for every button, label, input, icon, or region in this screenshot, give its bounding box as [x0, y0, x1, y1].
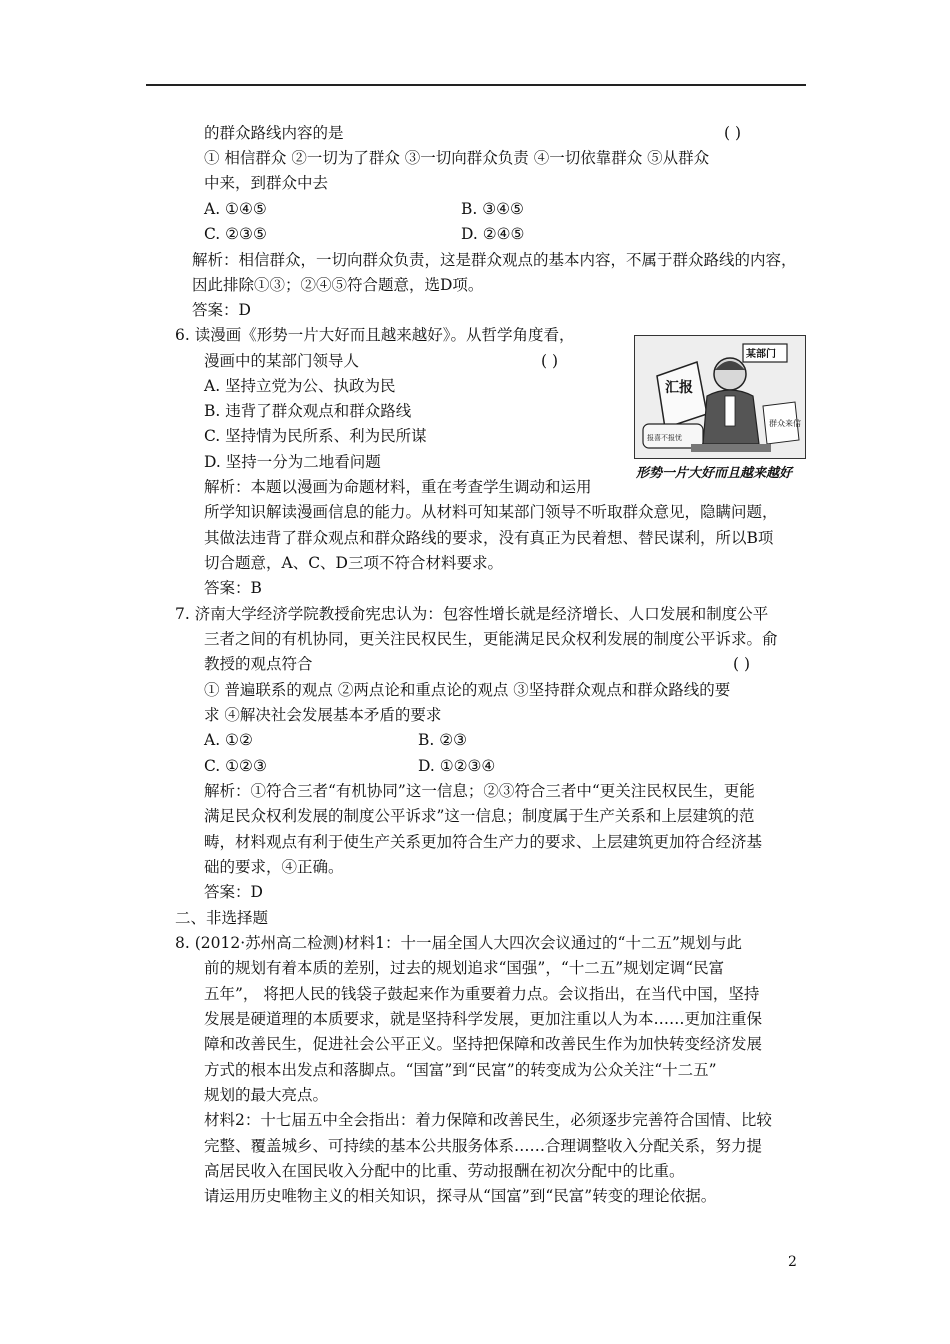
q5-items-line1: ① 相信群众 ②一切为了群众 ③一切向群众负责 ④一切依靠群众 ⑤从群众: [204, 149, 710, 167]
q8-question: 请运用历史唯物主义的相关知识，探寻从“国富”到“民富”转变的理论依据。: [204, 1187, 717, 1205]
q8-line2: 前的规划有着本质的差别，过去的规划追求“国强”，“十二五”规划定调“民富: [204, 959, 725, 977]
cartoon-dept-label: 某部门: [746, 349, 776, 360]
q6-explanation-line4: 切合题意，A、C、D三项不符合材料要求。: [204, 554, 503, 572]
q8-line6: 方式的根本出发点和落脚点。“国富”到“民富”的转变成为公众关注“十二五”: [204, 1061, 717, 1079]
q5-explanation-line1: 解析：相信群众，一切向群众负责，这是群众观点的基本内容，不属于群众路线的内容，: [192, 251, 797, 269]
q6-explanation-line1: 解析：本题以漫画为命题材料，重在考查学生调动和运用: [204, 478, 592, 496]
cartoon-drawing: [635, 336, 805, 458]
q6-explanation-line2: 所学知识解读漫画信息的能力。从材料可知某部门领导不听取群众意见，隐瞒问题，: [204, 503, 778, 521]
page-number: 2: [788, 1254, 797, 1270]
q7-explanation-line3: 畴，材料观点有利于使生产关系更加符合生产力的要求、上层建筑更加符合经济基: [204, 833, 763, 851]
q7-option-b: B. ②③: [418, 731, 468, 749]
q6-option-a: A. 坚持立党为公、执政为民: [204, 377, 396, 395]
q7-explanation-line4: 础的要求，④正确。: [204, 858, 344, 876]
q5-answer: 答案：D: [192, 301, 251, 319]
q5-option-d: D. ②④⑤: [461, 225, 525, 243]
q5-option-b: B. ③④⑤: [461, 200, 524, 218]
q8-line5: 障和改善民生，促进社会公平正义。坚持把保障和改善民生作为加快转变经济发展: [204, 1035, 763, 1053]
q7-option-d: D. ①②③④: [418, 757, 496, 775]
q7-option-a: A. ①②: [204, 731, 253, 749]
q6-stem-line1: 6. 读漫画《形势一片大好而且越来越好》。从哲学角度看，: [175, 326, 575, 344]
q7-items-line1: ① 普遍联系的观点 ②两点论和重点论的观点 ③坚持群众观点和群众路线的要: [204, 681, 731, 699]
q7-answer-bracket: ( ): [733, 655, 751, 673]
q7-stem-line3: 教授的观点符合: [204, 655, 313, 673]
q5-explanation-line2: 因此排除①③；②④⑤符合题意，选D项。: [192, 276, 484, 294]
q5-option-c: C. ②③⑤: [204, 225, 267, 243]
q8-material2-line3: 高居民收入在国民收入分配中的比重、劳动报酬在初次分配中的比重。: [204, 1162, 685, 1180]
cartoon-report-label: 汇报: [665, 380, 693, 396]
q8-line4: 发展是硬道理的本质要求，就是坚持科学发展，更加注重以人为本……更加注重保: [204, 1010, 763, 1028]
q6-stem-line2: 漫画中的某部门领导人: [204, 352, 360, 370]
q5-stem: 的群众路线内容的是: [204, 124, 344, 142]
q8-material2-line2: 完整、覆盖城乡、可持续的基本公共服务体系……合理调整收入分配关系，努力提: [204, 1137, 763, 1155]
q7-stem-line1: 7. 济南大学经济学院教授俞宪忠认为：包容性增长就是经济增长、人口发展和制度公平: [175, 605, 769, 623]
cartoon-illustration: [634, 335, 806, 459]
q8-material2-line1: 材料2：十七届五中全会指出：着力保障和改善民生，必须逐步完善符合国情、比较: [204, 1111, 772, 1129]
q6-answer-bracket: ( ): [541, 352, 559, 370]
q5-items-line2: 中来，到群众中去: [204, 174, 329, 192]
q7-option-c: C. ①②③: [204, 757, 267, 775]
cartoon-scroll-label: 报喜不报忧: [647, 434, 682, 442]
q7-items-line2: 求 ④解决社会发展基本矛盾的要求: [204, 706, 442, 724]
q8-line3: 五年”， 将把人民的钱袋子鼓起来作为重要着力点。会议指出，在当代中国，坚持: [204, 985, 760, 1003]
q5-option-a: A. ①④⑤: [204, 200, 267, 218]
q6-answer: 答案：B: [204, 579, 262, 597]
q6-option-c: C. 坚持情为民所系、利为民所谋: [204, 427, 427, 445]
cartoon-petition-label: 群众来信: [769, 419, 801, 428]
cartoon-caption: 形势一片大好而且越来越好: [636, 466, 793, 481]
q6-option-b: B. 违背了群众观点和群众路线: [204, 402, 412, 420]
q6-explanation-line3: 其做法违背了群众观点和群众路线的要求，没有真正为民着想、替民谋利，所以B项: [204, 529, 774, 547]
q5-answer-bracket: ( ): [724, 124, 742, 142]
q7-explanation-line2: 满足民众权利发展的制度公平诉求”这一信息；制度属于生产关系和上层建筑的范: [204, 807, 755, 825]
q7-stem-line2: 三者之间的有机协同，更关注民权民生，更能满足民众权利发展的制度公平诉求。俞: [204, 630, 778, 648]
q8-line1: 8. (2012·苏州高二检测)材料1：十一届全国人大四次会议通过的“十二五”规划与此: [175, 934, 742, 952]
q7-answer: 答案：D: [204, 883, 263, 901]
q7-explanation-line1: 解析：①符合三者“有机协同”这一信息；②③符合三者中“更关注民权民生，更能: [204, 782, 755, 800]
section-heading: 二、非选择题: [175, 909, 269, 927]
header-rule: [146, 84, 806, 86]
q8-line7: 规划的最大亮点。: [204, 1086, 329, 1104]
q6-option-d: D. 坚持一分为二地看问题: [204, 453, 381, 471]
